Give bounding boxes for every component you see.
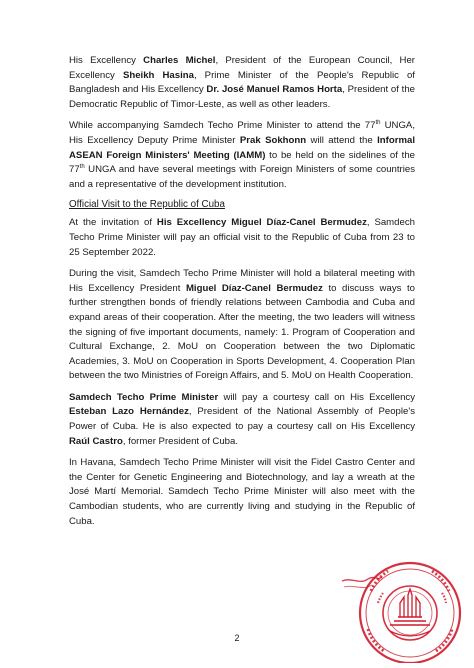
name-prak-sokhonn: Prak Sokhonn [239,134,307,146]
name-diaz-canel: His Excellency Miguel Díaz-Canel Bermudez [156,217,367,229]
ordinal-suffix: th [79,163,85,170]
section-heading-cuba: Official Visit to the Republic of Cuba [69,199,225,211]
name-prime-minister: Samdech Techo Prime Minister [69,391,219,403]
text-run: to be held on the sidelines of the 77 [69,149,416,176]
document-body [69,54,415,536]
text-run: UNGA and have several meetings with Foreign Ministers of some countries and a representative of the development institution. [69,164,415,190]
name-charles-michel: Charles Michel [143,55,216,66]
page-number: 2 [234,633,240,643]
text-run: , Samdech Techo Prime Minister will pay an official visit to the Republic of Cuba from 23 to 25 September 2022. [69,217,415,258]
paragraph-bilateral [69,267,415,384]
text-run: While accompanying Samdech Techo Prime Minister to attend the 77 [69,120,376,132]
text-run: UNGA, His Excellency Deputy Prime Minister [69,120,415,146]
text-run: At the invitation of [69,217,157,229]
text-run: During the visit, Samdech Techo Prime Minister will hold a bilateral meeting with His Excellency President [69,268,415,294]
paragraph-invitation [69,216,415,260]
text-run: to discuss ways to further strengthen bonds of friendly relations between Cambodia and Cuba and expand areas of their cooperation. After the meeting, the two leaders will witness the signing of five important documents, namely: 1. Program of Cooperation and Cultural Exchange, 2. MoU on Cooperation between the two Diplomatic Academies, 3. MoU on Cooperation in Sports Development, 4. Cooperation Plan between the two Ministries of Foreign Affairs, and 5. MoU on Health Cooperation. [69,282,415,382]
meeting-iamm: Informal ASEAN Foreign Ministers' Meeting (IAMM) [69,134,415,161]
name-diaz-canel: Miguel Díaz-Canel Bermudez [185,282,323,294]
paragraph-leaders [69,54,415,112]
name-lazo-hernandez: Esteban Lazo Hernández [69,406,189,418]
text-run: , President of the European Council, Her Excellency [69,55,416,81]
name-ramos-horta: Dr. José Manuel Ramos Horta [206,84,343,96]
text-run: His Excellency [69,55,144,66]
ordinal-suffix: th [375,120,381,127]
paragraph-havana [69,456,415,529]
text-run: will pay a courtesy call on His Excellency [218,391,415,403]
text-run: , President of the National Assembly of People's Power of Cuba. He is also expected to pay a courtesy call on His Excellency [69,406,415,433]
text-run: , President of the Democratic Republic of Timor-Leste, as well as other leaders. [69,84,416,110]
text-run: , former President of Cuba. [122,435,239,447]
paragraph-courtesy [69,391,415,449]
paragraph-iamm [69,119,415,192]
official-seal-stamp [338,551,466,663]
text-run: will attend the [306,134,378,146]
name-raul-castro: Raúl Castro [69,435,123,447]
text-run: In Havana, Samdech Techo Prime Minister will visit the Fidel Castro Center and the Center for Genetic Engineering and Biotechnology, and lay a wreath at the José Martí Memorial. Samdech Techo Prime Minister will also meet with the Cambodian students, who are currently living and studying in the Republic of Cuba. [69,457,415,527]
name-sheikh-hasina: Sheikh Hasina [122,69,194,81]
text-run: , Prime Minister of the People's Republic of Bangladesh and His Excellency [69,69,415,96]
